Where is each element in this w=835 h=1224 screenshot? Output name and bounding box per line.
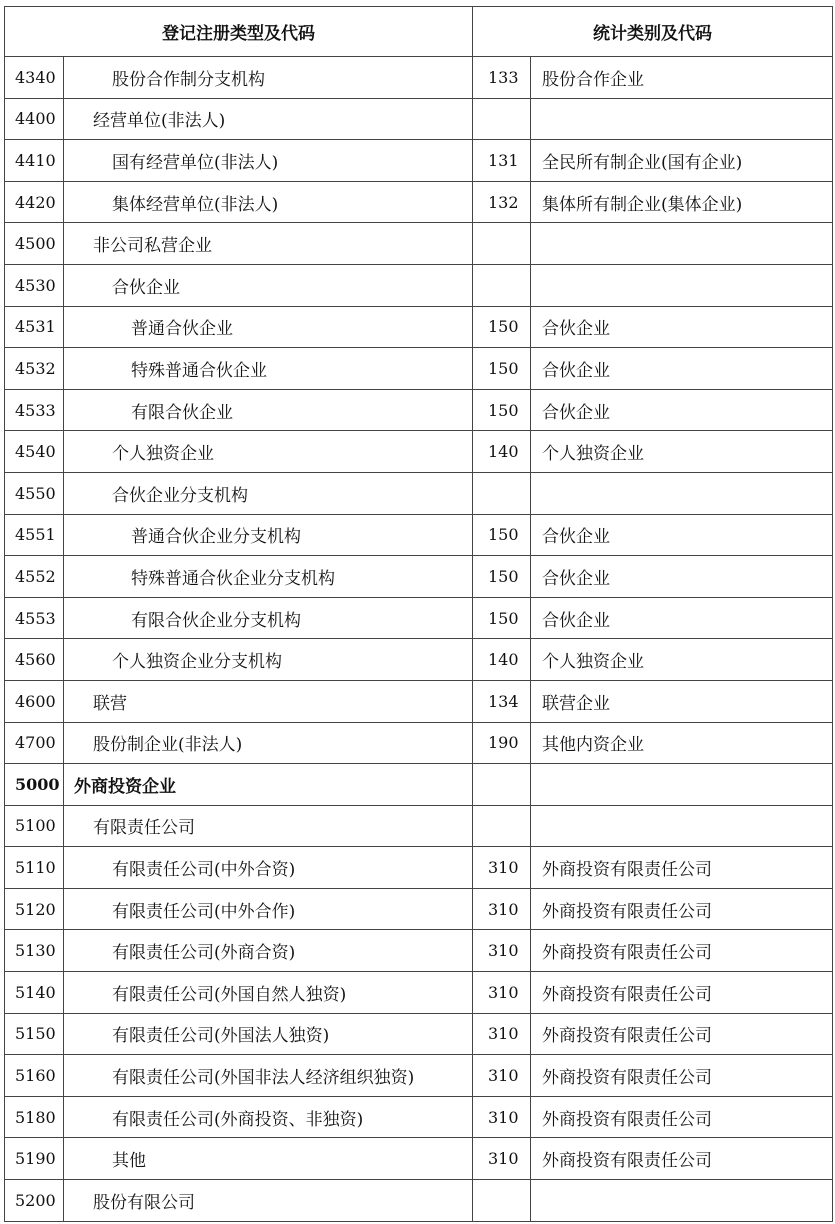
statistical-name-cell: [531, 223, 833, 265]
statistical-code-cell: 140: [473, 639, 531, 681]
registration-name-cell: 有限责任公司: [64, 805, 473, 847]
statistical-code-cell: 150: [473, 597, 531, 639]
statistical-code-cell: 134: [473, 680, 531, 722]
statistical-name-cell: 外商投资有限责任公司: [531, 972, 833, 1014]
statistical-name-cell: 其他内资企业: [531, 722, 833, 764]
statistical-code-cell: 150: [473, 556, 531, 598]
table-row: [5, 722, 833, 764]
registration-code-cell: 4560: [5, 639, 64, 681]
registration-code-cell: 4532: [5, 348, 64, 390]
statistical-code-cell: 150: [473, 514, 531, 556]
registration-name-cell: 外商投资企业: [64, 764, 473, 806]
statistical-name-cell: 合伙企业: [531, 306, 833, 348]
registration-name-cell: 有限责任公司(外国自然人独资): [64, 972, 473, 1014]
table-row: [5, 389, 833, 431]
statistical-name-cell: 合伙企业: [531, 514, 833, 556]
table-row: [5, 1055, 833, 1097]
table-row: [5, 597, 833, 639]
statistical-name-cell: 外商投资有限责任公司: [531, 1013, 833, 1055]
table-header-row: [5, 7, 833, 57]
statistical-code-cell: 131: [473, 140, 531, 182]
registration-name-cell: 个人独资企业: [64, 431, 473, 473]
table-row: [5, 264, 833, 306]
registration-name-cell: 普通合伙企业: [64, 306, 473, 348]
table-row: [5, 556, 833, 598]
header-registration-type: 登记注册类型及代码: [5, 7, 473, 57]
statistical-code-cell: 310: [473, 1013, 531, 1055]
table-row: [5, 972, 833, 1014]
document-page: [4, 6, 832, 1222]
registration-name-cell: 有限责任公司(外商合资): [64, 930, 473, 972]
statistical-name-cell: 联营企业: [531, 680, 833, 722]
registration-code-cell: 4600: [5, 680, 64, 722]
statistical-name-cell: 外商投资有限责任公司: [531, 847, 833, 889]
table-row: [5, 348, 833, 390]
registration-name-cell: 特殊普通合伙企业分支机构: [64, 556, 473, 598]
registration-name-cell: 有限责任公司(中外合作): [64, 888, 473, 930]
statistical-name-cell: 外商投资有限责任公司: [531, 930, 833, 972]
statistical-code-cell: 310: [473, 1055, 531, 1097]
statistical-code-cell: [473, 264, 531, 306]
statistical-name-cell: 个人独资企业: [531, 431, 833, 473]
registration-code-cell: 5000: [5, 764, 64, 806]
statistical-code-cell: 310: [473, 930, 531, 972]
statistical-code-cell: [473, 1180, 531, 1222]
registration-name-cell: 联营: [64, 680, 473, 722]
statistical-code-cell: 310: [473, 1138, 531, 1180]
statistical-code-cell: 310: [473, 1096, 531, 1138]
registration-name-cell: 合伙企业: [64, 264, 473, 306]
table-row: [5, 888, 833, 930]
registration-name-cell: 经营单位(非法人): [64, 98, 473, 140]
registration-code-cell: 4531: [5, 306, 64, 348]
registration-name-cell: 股份制企业(非法人): [64, 722, 473, 764]
statistical-name-cell: 合伙企业: [531, 597, 833, 639]
registration-code-cell: 5110: [5, 847, 64, 889]
table-row: [5, 930, 833, 972]
registration-name-cell: 特殊普通合伙企业: [64, 348, 473, 390]
registration-code-cell: 4420: [5, 181, 64, 223]
table-row: [5, 847, 833, 889]
registration-name-cell: 非公司私营企业: [64, 223, 473, 265]
registration-name-cell: 股份有限公司: [64, 1180, 473, 1222]
statistical-name-cell: 股份合作企业: [531, 57, 833, 99]
registration-code-cell: 4551: [5, 514, 64, 556]
statistical-code-cell: 310: [473, 972, 531, 1014]
table-row: [5, 57, 833, 99]
statistical-name-cell: [531, 764, 833, 806]
table-row: [5, 223, 833, 265]
statistical-code-cell: 132: [473, 181, 531, 223]
table-row: [5, 639, 833, 681]
registration-code-cell: 4530: [5, 264, 64, 306]
registration-code-cell: 4540: [5, 431, 64, 473]
statistical-name-cell: 合伙企业: [531, 389, 833, 431]
statistical-code-cell: [473, 764, 531, 806]
registration-code-cell: 5150: [5, 1013, 64, 1055]
registration-name-cell: 有限合伙企业分支机构: [64, 597, 473, 639]
statistical-code-cell: 150: [473, 389, 531, 431]
statistical-name-cell: 全民所有制企业(国有企业): [531, 140, 833, 182]
registration-name-cell: 个人独资企业分支机构: [64, 639, 473, 681]
statistical-code-cell: [473, 223, 531, 265]
registration-name-cell: 有限责任公司(外国法人独资): [64, 1013, 473, 1055]
statistical-name-cell: 合伙企业: [531, 348, 833, 390]
statistical-name-cell: 外商投资有限责任公司: [531, 1138, 833, 1180]
registration-code-cell: 4550: [5, 472, 64, 514]
registration-code-cell: 4410: [5, 140, 64, 182]
registration-name-cell: 其他: [64, 1138, 473, 1180]
statistical-code-cell: 310: [473, 888, 531, 930]
table-row: [5, 680, 833, 722]
statistical-name-cell: [531, 264, 833, 306]
registration-code-cell: 5200: [5, 1180, 64, 1222]
registration-code-cell: 4533: [5, 389, 64, 431]
table-body: [5, 57, 833, 1222]
table-row: [5, 764, 833, 806]
registration-name-cell: 有限责任公司(外商投资、非独资): [64, 1096, 473, 1138]
registration-name-cell: 有限责任公司(中外合资): [64, 847, 473, 889]
table-row: [5, 140, 833, 182]
statistical-code-cell: [473, 805, 531, 847]
statistical-name-cell: [531, 98, 833, 140]
table-row: [5, 181, 833, 223]
header-statistical-category: 统计类别及代码: [473, 7, 833, 57]
registration-name-cell: 集体经营单位(非法人): [64, 181, 473, 223]
registration-code-cell: 4553: [5, 597, 64, 639]
registration-name-cell: 合伙企业分支机构: [64, 472, 473, 514]
statistical-name-cell: 集体所有制企业(集体企业): [531, 181, 833, 223]
statistical-name-cell: [531, 472, 833, 514]
statistical-code-cell: [473, 472, 531, 514]
statistical-name-cell: 合伙企业: [531, 556, 833, 598]
registration-code-cell: 4400: [5, 98, 64, 140]
registration-code-cell: 5160: [5, 1055, 64, 1097]
table-row: [5, 431, 833, 473]
statistical-name-cell: [531, 1180, 833, 1222]
table-row: [5, 514, 833, 556]
statistical-code-cell: [473, 98, 531, 140]
registration-type-table: [4, 6, 833, 1222]
registration-name-cell: 国有经营单位(非法人): [64, 140, 473, 182]
table-row: [5, 306, 833, 348]
registration-code-cell: 5180: [5, 1096, 64, 1138]
registration-code-cell: 4552: [5, 556, 64, 598]
table-row: [5, 98, 833, 140]
registration-code-cell: 5190: [5, 1138, 64, 1180]
statistical-code-cell: 150: [473, 306, 531, 348]
statistical-code-cell: 133: [473, 57, 531, 99]
table-row: [5, 1138, 833, 1180]
statistical-name-cell: 外商投资有限责任公司: [531, 888, 833, 930]
registration-name-cell: 有限责任公司(外国非法人经济组织独资): [64, 1055, 473, 1097]
table-row: [5, 1013, 833, 1055]
registration-code-cell: 4700: [5, 722, 64, 764]
statistical-code-cell: 140: [473, 431, 531, 473]
registration-code-cell: 4340: [5, 57, 64, 99]
statistical-name-cell: 外商投资有限责任公司: [531, 1096, 833, 1138]
registration-code-cell: 5120: [5, 888, 64, 930]
registration-code-cell: 5130: [5, 930, 64, 972]
table-row: [5, 1096, 833, 1138]
statistical-code-cell: 150: [473, 348, 531, 390]
registration-name-cell: 股份合作制分支机构: [64, 57, 473, 99]
statistical-code-cell: 190: [473, 722, 531, 764]
statistical-code-cell: 310: [473, 847, 531, 889]
registration-code-cell: 5100: [5, 805, 64, 847]
table-row: [5, 1180, 833, 1222]
statistical-name-cell: [531, 805, 833, 847]
registration-code-cell: 5140: [5, 972, 64, 1014]
table-row: [5, 805, 833, 847]
statistical-name-cell: 外商投资有限责任公司: [531, 1055, 833, 1097]
statistical-name-cell: 个人独资企业: [531, 639, 833, 681]
table-row: [5, 472, 833, 514]
registration-code-cell: 4500: [5, 223, 64, 265]
registration-name-cell: 有限合伙企业: [64, 389, 473, 431]
registration-name-cell: 普通合伙企业分支机构: [64, 514, 473, 556]
